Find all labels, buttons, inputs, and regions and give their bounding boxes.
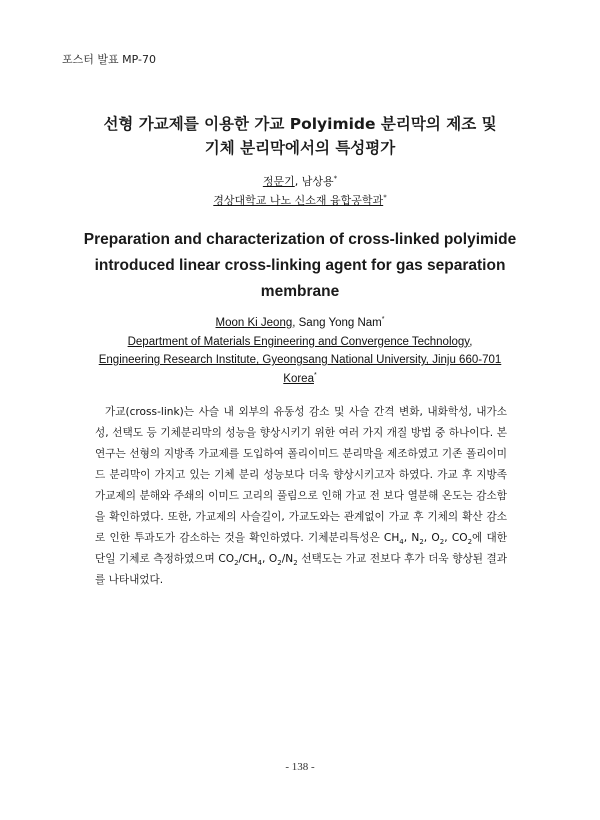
abstract-subscript-7: 2 (277, 559, 282, 568)
page-number: - 138 - (285, 761, 315, 773)
english-affiliation-country: Korea (283, 372, 314, 385)
korean-title-line-1: 선형 가교제를 이용한 가교 Polyimide 분리막의 제조 및 (103, 115, 497, 133)
abstract-subscript-5: 2 (234, 559, 239, 568)
abstract-text-3: , O (423, 532, 440, 544)
abstract-text-1: 가교(cross-link)는 사슬 내 외부의 유동성 감소 및 사슬 간격 변화, 내화학성, 내가소성, 선택도 등 기체분리막의 성능을 향상시키기 위한 여러 가지 개질 방법 중 하나이다. 본 연구는 선형의 지방족 가교제를 도입하여 폴리이미드 분리막을 제조하였고 기존 폴리이미드 분리막이 가지고 있는 기체 분리 성능보다 더욱 향상시키고자 하였다. 가교 후 지방족 가교제의 분해와 주쇄의 이미드 고리의 풀림으로 인해 가교 전 보다 열분해 온도는 감소함을 확인하였다. 또한, 가교제의 사슬길이, 가교도와는 관계없이 가교 후 기체의 확산 감소로 인한 투과도가 감소하는 것을 확인하였다. 기체분리특성은 CH (95, 406, 507, 544)
english-affiliation-line-1: Department of Materials Engineering and Convergence Technology, (127, 335, 473, 348)
abstract-subscript-1: 4 (399, 538, 404, 547)
abstract-text-6: /CH (238, 553, 258, 565)
english-title (40, 227, 560, 305)
abstract-subscript-8: 2 (293, 559, 298, 568)
korean-author-2-mark: * (333, 174, 338, 183)
english-author-separator: , (292, 317, 299, 329)
abstract-body (95, 402, 507, 591)
abstract-text-4: , CO (444, 532, 468, 544)
english-affiliation-line-2: Engineering Research Institute, Gyeongsang National University, Jinju 660-701 (98, 354, 502, 366)
korean-affiliation-mark: * (383, 193, 387, 202)
korean-author-separator: , (294, 175, 302, 188)
korean-affiliation-line (40, 191, 560, 210)
english-affiliation-line-3 (40, 370, 560, 389)
korean-title (40, 112, 560, 160)
english-author-2: Sang Yong Nam (298, 317, 382, 329)
abstract-text-8: /N (281, 553, 294, 565)
poster-session-tag: 포스터 발표 MP-70 (62, 53, 156, 66)
korean-author-1: 정문기 (262, 175, 295, 188)
korean-authors-block (40, 172, 560, 210)
english-authors-block (40, 314, 560, 388)
english-author-2-mark: * (381, 316, 385, 324)
abstract-text-7: , O (261, 553, 278, 565)
korean-authors (40, 172, 560, 191)
abstract-text-9: 선택도는 가교 전보다 후가 더욱 향상된 결과를 나타내었다. (95, 553, 508, 586)
english-title-line-3: membrane (260, 283, 340, 300)
english-title-line-1: Preparation and characterization of cross-linked polyimide (83, 231, 517, 248)
korean-affiliation: 경상대학교 나노 신소재 융합공학과 (213, 194, 384, 207)
english-author-1: Moon Ki Jeong (215, 317, 293, 329)
abstract-subscript-3: 2 (439, 538, 445, 547)
korean-author-2: 남상용 (301, 175, 334, 188)
abstract-subscript-4: 2 (467, 538, 473, 547)
abstract-subscript-2: 2 (419, 538, 424, 547)
english-authors (40, 314, 560, 333)
abstract-subscript-6: 4 (257, 559, 262, 568)
english-affiliation-mark: * (313, 371, 317, 379)
abstract-text-2: , N (403, 532, 420, 544)
abstract-text-5: 에 대한 단일 기체로 측정하였으며 CO (95, 532, 507, 565)
english-title-line-2: introduced linear cross-linking agent for gas separation (94, 257, 506, 274)
korean-title-line-2: 기체 분리막에서의 특성평가 (204, 139, 396, 157)
